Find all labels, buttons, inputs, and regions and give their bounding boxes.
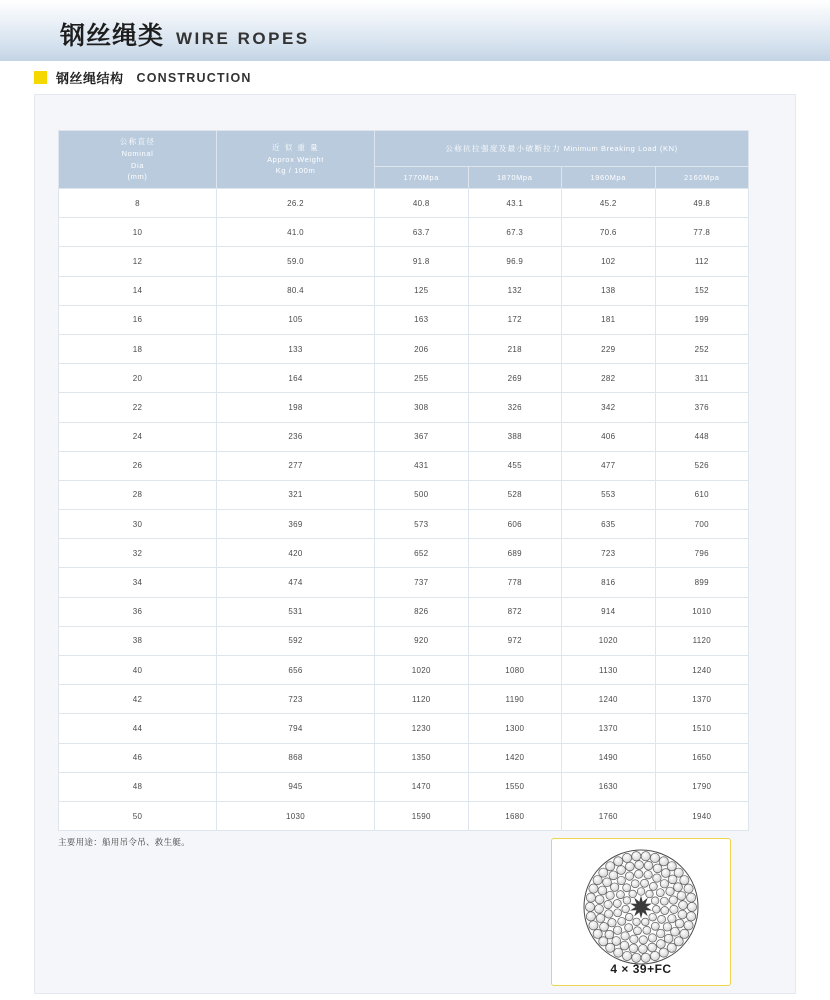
table-cell-5: 138 (562, 276, 656, 305)
section-heading-cn: 钢丝绳结构 (56, 72, 124, 87)
table-cell-4: 67.3 (468, 218, 562, 247)
table-cell-1: 14 (59, 276, 217, 305)
table-cell-3: 652 (375, 539, 469, 568)
table-row (59, 480, 749, 509)
table-cell-1: 10 (59, 218, 217, 247)
table-cell-6: 77.8 (655, 218, 749, 247)
table-cell-1: 32 (59, 539, 217, 568)
table-row (59, 422, 749, 451)
table-cell-1: 50 (59, 801, 217, 830)
table-cell-5: 181 (562, 305, 656, 334)
table-cell-4: 326 (468, 393, 562, 422)
table-cell-2: 277 (217, 451, 375, 480)
table-cell-3: 431 (375, 451, 469, 480)
table-cell-4: 455 (468, 451, 562, 480)
table-cell-3: 163 (375, 305, 469, 334)
table-cell-2: 133 (217, 334, 375, 363)
header-strength-1870: 1870Mpa (468, 167, 562, 189)
table-cell-6: 1370 (655, 685, 749, 714)
table-cell-4: 1420 (468, 743, 562, 772)
table-cell-2: 26.2 (217, 189, 375, 218)
section-heading (34, 68, 252, 87)
table-cell-4: 269 (468, 364, 562, 393)
table-cell-5: 406 (562, 422, 656, 451)
spec-table-head (59, 131, 749, 189)
header-strength-1770: 1770Mpa (375, 167, 469, 189)
table-cell-4: 606 (468, 510, 562, 539)
table-cell-2: 164 (217, 364, 375, 393)
table-cell-5: 553 (562, 480, 656, 509)
table-cell-6: 610 (655, 480, 749, 509)
table-cell-1: 12 (59, 247, 217, 276)
table-cell-1: 8 (59, 189, 217, 218)
table-cell-2: 723 (217, 685, 375, 714)
table-cell-5: 102 (562, 247, 656, 276)
table-row (59, 626, 749, 655)
table-cell-5: 282 (562, 364, 656, 393)
table-row (59, 189, 749, 218)
spec-table-body (59, 189, 749, 831)
table-cell-6: 252 (655, 334, 749, 363)
spec-table-wrapper (58, 130, 748, 831)
table-cell-4: 132 (468, 276, 562, 305)
table-cell-1: 30 (59, 510, 217, 539)
table-cell-5: 635 (562, 510, 656, 539)
table-row (59, 772, 749, 801)
table-cell-5: 229 (562, 334, 656, 363)
table-cell-5: 1240 (562, 685, 656, 714)
table-cell-4: 1300 (468, 714, 562, 743)
table-cell-4: 1190 (468, 685, 562, 714)
table-cell-5: 1020 (562, 626, 656, 655)
table-cell-4: 172 (468, 305, 562, 334)
table-cell-6: 376 (655, 393, 749, 422)
table-cell-6: 526 (655, 451, 749, 480)
table-cell-3: 920 (375, 626, 469, 655)
table-cell-4: 972 (468, 626, 562, 655)
table-row (59, 334, 749, 363)
table-cell-2: 592 (217, 626, 375, 655)
table-row (59, 451, 749, 480)
table-cell-1: 24 (59, 422, 217, 451)
table-cell-5: 1760 (562, 801, 656, 830)
bullet-square-icon (34, 71, 47, 84)
table-cell-3: 500 (375, 480, 469, 509)
table-row (59, 801, 749, 830)
table-cell-6: 311 (655, 364, 749, 393)
section-heading-en: CONSTRUCTION (136, 70, 252, 85)
rope-cross-section-diagram (581, 847, 701, 967)
table-cell-5: 342 (562, 393, 656, 422)
header-approx-weight (217, 131, 375, 189)
header-nominal-dia-unit: (mm) (127, 172, 148, 182)
table-cell-2: 531 (217, 597, 375, 626)
table-cell-2: 80.4 (217, 276, 375, 305)
table-cell-5: 1370 (562, 714, 656, 743)
table-cell-4: 1550 (468, 772, 562, 801)
table-cell-2: 794 (217, 714, 375, 743)
table-cell-2: 59.0 (217, 247, 375, 276)
table-cell-1: 34 (59, 568, 217, 597)
table-cell-4: 1680 (468, 801, 562, 830)
table-cell-3: 1470 (375, 772, 469, 801)
table-cell-3: 63.7 (375, 218, 469, 247)
table-cell-5: 477 (562, 451, 656, 480)
table-cell-5: 70.6 (562, 218, 656, 247)
table-row (59, 714, 749, 743)
table-cell-1: 16 (59, 305, 217, 334)
table-cell-4: 778 (468, 568, 562, 597)
table-cell-3: 125 (375, 276, 469, 305)
table-cell-1: 42 (59, 685, 217, 714)
table-cell-1: 36 (59, 597, 217, 626)
table-cell-2: 945 (217, 772, 375, 801)
table-cell-4: 528 (468, 480, 562, 509)
table-cell-6: 199 (655, 305, 749, 334)
table-cell-2: 656 (217, 656, 375, 685)
table-row (59, 510, 749, 539)
table-row (59, 393, 749, 422)
header-approx-weight-en: Approx Weight (267, 154, 324, 164)
header-strength-1960: 1960Mpa (562, 167, 656, 189)
table-cell-2: 236 (217, 422, 375, 451)
header-nominal-dia-cn: 公称直径 (119, 137, 156, 147)
table-row (59, 685, 749, 714)
table-cell-5: 914 (562, 597, 656, 626)
table-cell-6: 796 (655, 539, 749, 568)
rope-cross-section-box (551, 838, 731, 986)
table-row (59, 539, 749, 568)
table-row (59, 276, 749, 305)
table-cell-6: 152 (655, 276, 749, 305)
header-nominal-dia (59, 131, 217, 189)
table-cell-3: 1350 (375, 743, 469, 772)
table-cell-1: 28 (59, 480, 217, 509)
table-cell-5: 1630 (562, 772, 656, 801)
table-cell-6: 49.8 (655, 189, 749, 218)
table-cell-6: 899 (655, 568, 749, 597)
table-cell-2: 105 (217, 305, 375, 334)
table-row (59, 364, 749, 393)
table-cell-6: 1650 (655, 743, 749, 772)
table-cell-3: 91.8 (375, 247, 469, 276)
table-cell-3: 255 (375, 364, 469, 393)
table-cell-3: 367 (375, 422, 469, 451)
table-cell-2: 321 (217, 480, 375, 509)
table-cell-2: 41.0 (217, 218, 375, 247)
table-cell-3: 1230 (375, 714, 469, 743)
table-cell-1: 38 (59, 626, 217, 655)
table-cell-1: 18 (59, 334, 217, 363)
header-approx-weight-en2: Kg / 100m (275, 166, 316, 176)
table-cell-3: 206 (375, 334, 469, 363)
table-cell-2: 369 (217, 510, 375, 539)
table-cell-6: 1010 (655, 597, 749, 626)
table-cell-2: 1030 (217, 801, 375, 830)
table-cell-1: 40 (59, 656, 217, 685)
banner-title-group (60, 16, 310, 52)
header-nominal-dia-en: Nominal (121, 148, 154, 158)
table-row (59, 656, 749, 685)
table-row (59, 247, 749, 276)
spec-table (58, 130, 749, 831)
table-cell-6: 112 (655, 247, 749, 276)
header-breaking-load-en: Minimum Breaking Load (KN) (563, 143, 678, 153)
table-row (59, 597, 749, 626)
table-cell-4: 388 (468, 422, 562, 451)
table-cell-3: 1120 (375, 685, 469, 714)
page-banner (0, 0, 830, 62)
header-approx-weight-cn: 近 似 重 量 (272, 143, 319, 153)
header-strength-2160: 2160Mpa (655, 167, 749, 189)
table-cell-5: 723 (562, 539, 656, 568)
table-cell-4: 96.9 (468, 247, 562, 276)
table-cell-3: 826 (375, 597, 469, 626)
table-cell-3: 573 (375, 510, 469, 539)
table-cell-1: 44 (59, 714, 217, 743)
header-breaking-load-group (375, 131, 749, 167)
table-cell-4: 689 (468, 539, 562, 568)
table-cell-6: 1240 (655, 656, 749, 685)
table-cell-1: 20 (59, 364, 217, 393)
table-cell-2: 474 (217, 568, 375, 597)
table-row (59, 305, 749, 334)
table-cell-4: 1080 (468, 656, 562, 685)
table-cell-6: 1510 (655, 714, 749, 743)
table-cell-1: 26 (59, 451, 217, 480)
table-cell-6: 448 (655, 422, 749, 451)
table-row (59, 743, 749, 772)
table-cell-5: 816 (562, 568, 656, 597)
table-cell-4: 872 (468, 597, 562, 626)
banner-title-cn: 钢丝绳类 (60, 21, 165, 50)
table-cell-3: 40.8 (375, 189, 469, 218)
table-row (59, 568, 749, 597)
table-cell-1: 46 (59, 743, 217, 772)
table-row (59, 218, 749, 247)
header-nominal-dia-en2: Dia (130, 160, 145, 170)
table-cell-2: 198 (217, 393, 375, 422)
table-cell-6: 1790 (655, 772, 749, 801)
banner-title-en: WIRE ROPES (176, 29, 310, 48)
table-cell-3: 308 (375, 393, 469, 422)
table-cell-6: 700 (655, 510, 749, 539)
table-cell-4: 218 (468, 334, 562, 363)
table-cell-2: 868 (217, 743, 375, 772)
table-cell-3: 1020 (375, 656, 469, 685)
table-cell-6: 1120 (655, 626, 749, 655)
table-cell-3: 1590 (375, 801, 469, 830)
table-cell-5: 1130 (562, 656, 656, 685)
table-cell-5: 45.2 (562, 189, 656, 218)
table-cell-2: 420 (217, 539, 375, 568)
table-cell-3: 737 (375, 568, 469, 597)
header-breaking-load-cn: 公称抗拉强度及最小破断拉力 (445, 143, 562, 153)
table-cell-1: 22 (59, 393, 217, 422)
rope-construction-label: 4 × 39+FC (610, 962, 672, 976)
table-cell-1: 48 (59, 772, 217, 801)
table-cell-6: 1940 (655, 801, 749, 830)
table-cell-5: 1490 (562, 743, 656, 772)
table-cell-4: 43.1 (468, 189, 562, 218)
footnote-text: 主要用途：船用吊令吊、救生艇。 (58, 838, 191, 848)
